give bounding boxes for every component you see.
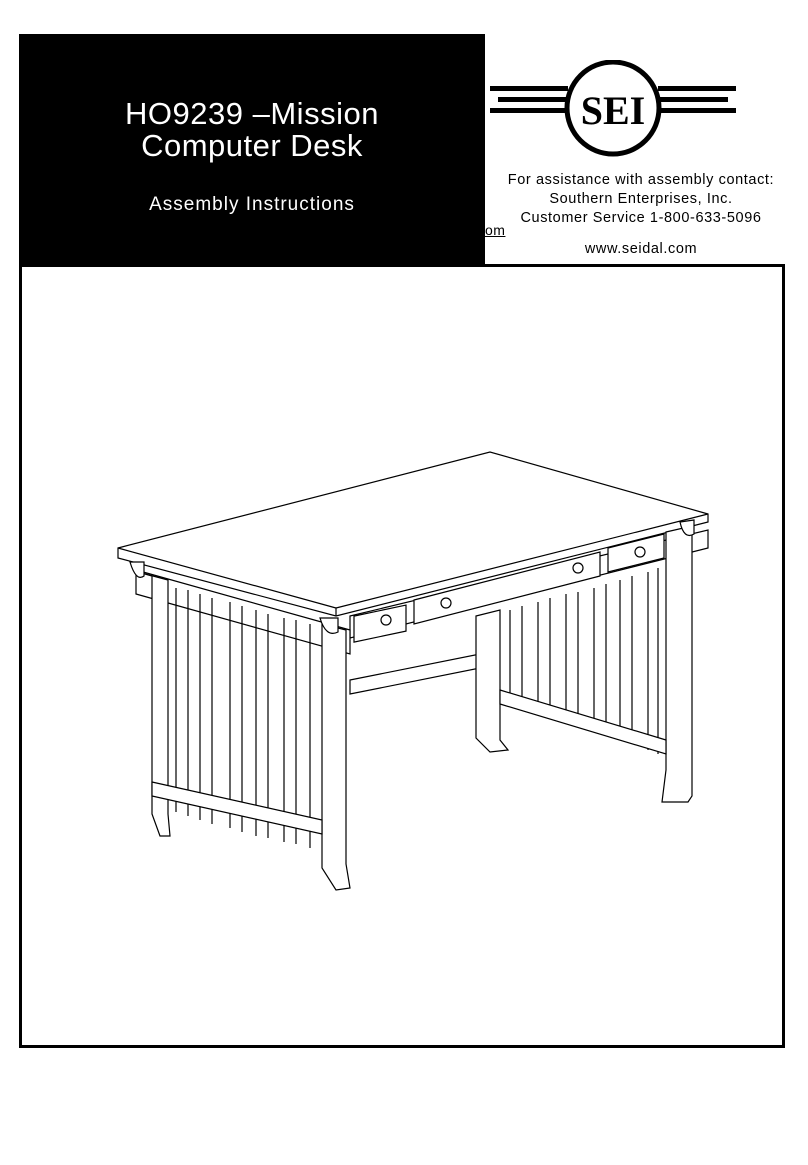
contact-line-3: Customer Service 1-800-633-5096 [520,210,762,226]
contact-line-2: Southern Enterprises, Inc. [549,191,733,207]
title-block [19,34,485,264]
desk-illustration [110,440,710,900]
document-subtitle: Assembly Instructions [149,194,355,215]
product-title-line1: HO9239 –Mission [125,96,379,131]
email-link-fragment[interactable]: om [485,222,506,238]
contact-line-1: For assistance with assembly contact: [507,172,775,188]
website-link[interactable]: www.seidal.com [584,241,698,257]
sei-logo [488,60,738,160]
product-title-line2: Computer Desk [141,128,363,163]
logo-text: SEI [580,88,646,133]
drawer-left [354,605,406,642]
contact-block [494,171,788,228]
